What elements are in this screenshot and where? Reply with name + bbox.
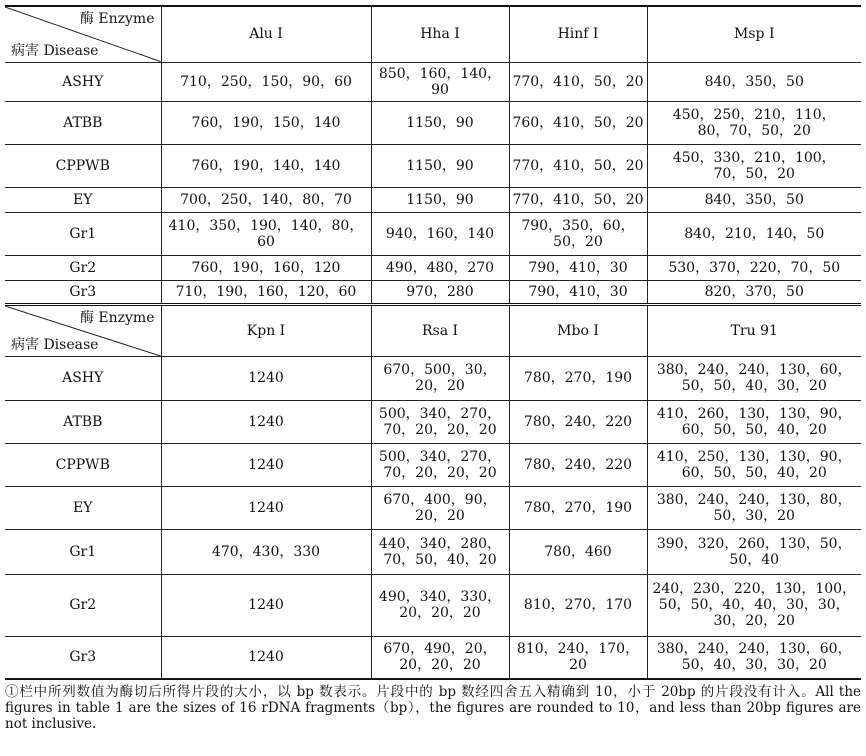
enzyme-column-header: Tru 91 [647,304,861,356]
fragment-sizes-cell: 240，230，220，130，100， 50，50，40，40，30，30， 30，20，20 [647,574,861,636]
disease-name-cell: ATBB [5,101,161,144]
fragment-sizes-cell: 760，190，140，140 [161,144,371,187]
fragment-sizes-cell: 500，340，270， 70，20，20，20 [371,400,509,443]
fragment-sizes-cell: 760，190，160，120 [161,255,371,280]
fragment-sizes-cell: 770，410，50，20 [509,187,647,212]
fragment-sizes-cell: 670，490，20， 20，20，20 [371,636,509,679]
enzyme-column-header: Hha I [371,6,509,62]
fragment-sizes-cell: 380，240，240，130，80， 50，30，20 [647,486,861,529]
fragment-sizes-cell: 810，240，170，20 [509,636,647,679]
fragment-sizes-cell: 410，350，190，140，80，60 [161,212,371,255]
fragment-sizes-cell: 1240 [161,443,371,486]
fragment-sizes-cell: 940，160，140 [371,212,509,255]
disease-name-cell: ATBB [5,400,161,443]
disease-name-cell: Gr1 [5,212,161,255]
fragment-sizes-cell: 850，160，140，90 [371,62,509,101]
fragment-sizes-cell: 1240 [161,400,371,443]
fragment-sizes-cell: 790，350，60， 50，20 [509,212,647,255]
enzyme-column-header: Rsa I [371,304,509,356]
table-row [5,356,861,400]
fragment-sizes-cell: 1240 [161,636,371,679]
fragment-sizes-cell: 410，260，130，130，90， 60，50，50，40，20 [647,400,861,443]
fragment-sizes-cell: 840，210，140，50 [647,212,861,255]
disease-axis-label: 病害 Disease [11,336,99,353]
fragment-sizes-cell: 790，410，30 [509,255,647,280]
table-row [5,486,861,529]
enzyme-column-header: Hinf I [509,6,647,62]
table-row [5,280,861,304]
fragment-sizes-cell: 530，370，220，70，50 [647,255,861,280]
fragment-sizes-cell: 780，270，190 [509,356,647,400]
fragment-sizes-cell: 490，340，330， 20，20，20 [371,574,509,636]
fragment-sizes-cell: 820，370，50 [647,280,861,304]
disease-name-cell: Gr2 [5,255,161,280]
fragment-sizes-cell: 440，340，280， 70，50，40，20 [371,529,509,574]
enzyme-column-header: Msp I [647,6,861,62]
table-row [5,212,861,255]
fragment-sizes-cell: 500，340，270， 70，20，20，20 [371,443,509,486]
disease-name-cell: ASHY [5,356,161,400]
fragment-sizes-cell: 1240 [161,574,371,636]
fragment-sizes-cell: 380，240，240，130，60， 50，40，30，30，20 [647,636,861,679]
disease-name-cell: CPPWB [5,443,161,486]
table-row [5,255,861,280]
disease-name-cell: EY [5,187,161,212]
fragment-sizes-cell: 770，410，50，20 [509,62,647,101]
fragment-sizes-cell: 380，240，240，130，60， 50，50，40，30，20 [647,356,861,400]
fragment-sizes-cell: 780，240，220 [509,443,647,486]
disease-name-cell: CPPWB [5,144,161,187]
fragment-sizes-cell: 710，250，150，90，60 [161,62,371,101]
table-row [5,101,861,144]
fragment-sizes-cell: 770，410，50，20 [509,144,647,187]
enzyme-column-header: Kpn I [161,304,371,356]
fragment-sizes-cell: 470，430，330 [161,529,371,574]
fragment-sizes-cell: 410，250，130，130，90， 60，50，50，40，20 [647,443,861,486]
fragment-sizes-cell: 760，190，150，140 [161,101,371,144]
fragment-sizes-cell: 780，460 [509,529,647,574]
enzyme-header-row [5,6,861,62]
disease-name-cell: ASHY [5,62,161,101]
fragment-sizes-cell: 1150，90 [371,187,509,212]
disease-name-cell: Gr3 [5,280,161,304]
fragment-sizes-cell: 760，410，50，20 [509,101,647,144]
disease-name-cell: Gr3 [5,636,161,679]
fragment-sizes-cell: 790，410，30 [509,280,647,304]
diagonal-header-cell [5,6,161,62]
fragment-sizes-cell: 1240 [161,486,371,529]
fragment-sizes-cell: 1240 [161,356,371,400]
fragment-sizes-cell: 670，400，90， 20，20 [371,486,509,529]
table-row [5,443,861,486]
table-footnote: ①栏中所列数值为酶切后所得片段的大小，以 bp 数表示。片段中的 bp 数经四舍五入精确到 10，小于 20bp 的片段没有计入。All the figures in table 1 are the sizes of 16 rDNA fragments（bp），the figures are rounded to 10，and less than 20bp figures are not inclusive. [5,684,861,732]
table-row [5,529,861,574]
diagonal-header-cell [5,304,161,356]
enzyme-column-header: Alu I [161,6,371,62]
enzyme-axis-label: 酶 Enzyme [79,309,155,326]
fragment-sizes-cell: 670，500，30， 20，20 [371,356,509,400]
fragment-sizes-cell: 970，280 [371,280,509,304]
fragment-sizes-cell: 840，350，50 [647,62,861,101]
enzyme-header-row [5,304,861,356]
disease-name-cell: EY [5,486,161,529]
table-row [5,144,861,187]
enzyme-column-header: Mbo I [509,304,647,356]
table-row [5,636,861,679]
rflp-fragment-table [5,5,861,680]
fragment-sizes-cell: 780，240，220 [509,400,647,443]
fragment-sizes-cell: 840，350，50 [647,187,861,212]
table-row [5,400,861,443]
fragment-sizes-cell: 700，250，140，80，70 [161,187,371,212]
fragment-sizes-cell: 390，320，260，130，50， 50，40 [647,529,861,574]
fragment-sizes-cell: 490，480，270 [371,255,509,280]
table-row [5,574,861,636]
fragment-sizes-cell: 450，330，210，100， 70，50，20 [647,144,861,187]
fragment-sizes-cell: 1150，90 [371,144,509,187]
fragment-sizes-cell: 450，250，210，110， 80，70，50，20 [647,101,861,144]
table-row [5,62,861,101]
enzyme-axis-label: 酶 Enzyme [79,11,155,27]
fragment-sizes-cell: 710，190，160，120，60 [161,280,371,304]
disease-axis-label: 病害 Disease [11,42,99,59]
fragment-sizes-cell: 1150，90 [371,101,509,144]
fragment-sizes-cell: 780，270，190 [509,486,647,529]
disease-name-cell: Gr1 [5,529,161,574]
fragment-sizes-cell: 810，270，170 [509,574,647,636]
table-row [5,187,861,212]
disease-name-cell: Gr2 [5,574,161,636]
